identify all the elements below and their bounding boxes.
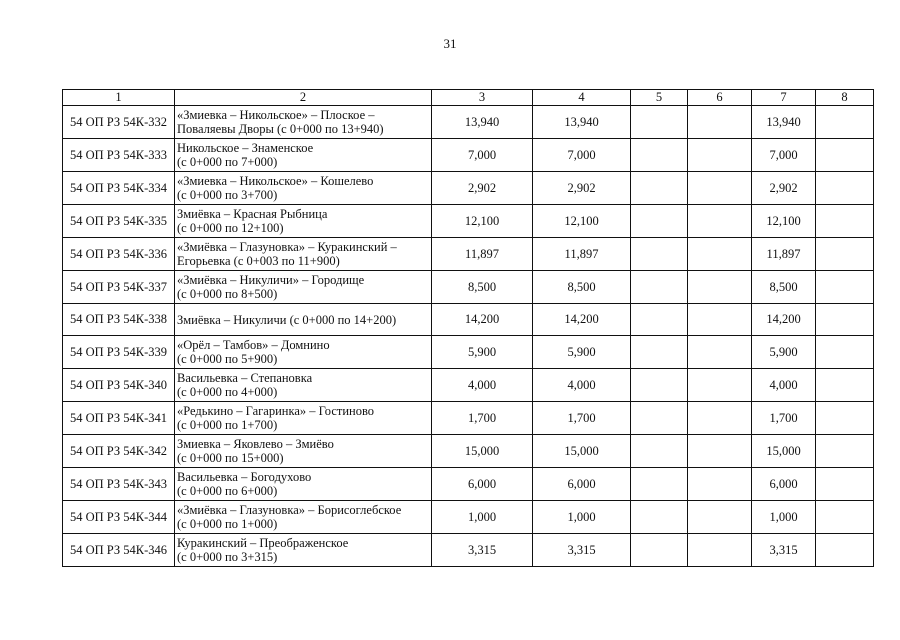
value-cell-7: 11,897	[752, 238, 816, 271]
value-cell-6	[688, 172, 752, 205]
value-cell-3: 7,000	[432, 139, 533, 172]
road-name-cell	[175, 172, 432, 205]
value-cell-3: 5,900	[432, 336, 533, 369]
value-cell-6	[688, 336, 752, 369]
value-cell-3: 4,000	[432, 369, 533, 402]
road-name-line: (с 0+000 по 6+000)	[177, 484, 278, 498]
value-cell-7: 15,000	[752, 435, 816, 468]
value-cell-7: 5,900	[752, 336, 816, 369]
value-cell-7: 8,500	[752, 271, 816, 304]
value-cell-8	[816, 106, 874, 139]
table-body	[63, 106, 874, 567]
value-cell-4: 1,700	[533, 402, 631, 435]
road-code-cell: 54 ОП РЗ 54К-334	[63, 172, 175, 205]
value-cell-6	[688, 468, 752, 501]
value-cell-8	[816, 139, 874, 172]
road-name-line: (с 0+000 по 4+000)	[177, 385, 278, 399]
value-cell-7: 1,000	[752, 501, 816, 534]
road-name-line: Васильевка – Богодухово	[177, 470, 312, 484]
value-cell-8	[816, 402, 874, 435]
road-name-line: Змиевка – Яковлево – Змиёво	[177, 437, 334, 451]
value-cell-4: 13,940	[533, 106, 631, 139]
table-row	[63, 501, 874, 534]
road-name-line: Никольское – Знаменское	[177, 141, 314, 155]
value-cell-4: 11,897	[533, 238, 631, 271]
table-row	[63, 435, 874, 468]
header-cell-8: 8	[816, 90, 874, 106]
value-cell-5	[631, 501, 688, 534]
road-name-line: (с 0+000 по 3+315)	[177, 550, 278, 564]
value-cell-7: 7,000	[752, 139, 816, 172]
road-code-cell: 54 ОП РЗ 54К-344	[63, 501, 175, 534]
value-cell-7: 14,200	[752, 304, 816, 336]
value-cell-5	[631, 271, 688, 304]
value-cell-6	[688, 271, 752, 304]
road-name-cell	[175, 205, 432, 238]
value-cell-8	[816, 238, 874, 271]
value-cell-3: 2,902	[432, 172, 533, 205]
road-name-line: «Змиёвка – Глазуновка» – Борисоглебское	[177, 503, 402, 517]
road-name-line: (с 0+000 по 5+900)	[177, 352, 278, 366]
header-cell-3: 3	[432, 90, 533, 106]
value-cell-7: 6,000	[752, 468, 816, 501]
value-cell-7: 1,700	[752, 402, 816, 435]
road-name-cell	[175, 238, 432, 271]
road-code-cell: 54 ОП РЗ 54К-346	[63, 534, 175, 567]
road-name-line: Поваляевы Дворы (с 0+000 по 13+940)	[177, 122, 384, 136]
road-name-cell	[175, 304, 432, 336]
header-cell-2: 2	[175, 90, 432, 106]
value-cell-6	[688, 238, 752, 271]
value-cell-3: 13,940	[432, 106, 533, 139]
value-cell-4: 12,100	[533, 205, 631, 238]
value-cell-4: 15,000	[533, 435, 631, 468]
value-cell-3: 8,500	[432, 271, 533, 304]
value-cell-4: 6,000	[533, 468, 631, 501]
value-cell-4: 2,902	[533, 172, 631, 205]
road-name-cell	[175, 402, 432, 435]
road-name-line: Змиёвка – Красная Рыбница	[177, 207, 328, 221]
value-cell-4: 8,500	[533, 271, 631, 304]
value-cell-7: 4,000	[752, 369, 816, 402]
value-cell-3: 3,315	[432, 534, 533, 567]
table-row	[63, 205, 874, 238]
value-cell-8	[816, 271, 874, 304]
road-code-cell: 54 ОП РЗ 54К-338	[63, 304, 175, 336]
value-cell-6	[688, 205, 752, 238]
value-cell-6	[688, 369, 752, 402]
road-name-line: «Змиевка – Никольское» – Кошелево	[177, 174, 374, 188]
value-cell-8	[816, 435, 874, 468]
table-row	[63, 369, 874, 402]
road-name-line: «Редькино – Гагаринка» – Гостиново	[177, 404, 375, 418]
road-name-line: (с 0+000 по 1+000)	[177, 517, 278, 531]
value-cell-3: 12,100	[432, 205, 533, 238]
value-cell-8	[816, 172, 874, 205]
value-cell-4: 14,200	[533, 304, 631, 336]
value-cell-3: 11,897	[432, 238, 533, 271]
road-code-cell: 54 ОП РЗ 54К-343	[63, 468, 175, 501]
value-cell-6	[688, 435, 752, 468]
value-cell-8	[816, 304, 874, 336]
page-number: 31	[443, 36, 457, 51]
road-name-cell	[175, 501, 432, 534]
road-name-line: Васильевка – Степановка	[177, 371, 313, 385]
value-cell-4: 7,000	[533, 139, 631, 172]
road-code-cell: 54 ОП РЗ 54К-337	[63, 271, 175, 304]
value-cell-6	[688, 402, 752, 435]
value-cell-8	[816, 534, 874, 567]
value-cell-6	[688, 106, 752, 139]
value-cell-3: 14,200	[432, 304, 533, 336]
road-name-line: (с 0+000 по 3+700)	[177, 188, 278, 202]
road-name-cell	[175, 534, 432, 567]
value-cell-5	[631, 238, 688, 271]
value-cell-5	[631, 369, 688, 402]
road-name-cell	[175, 336, 432, 369]
road-name-line: (с 0+000 по 8+500)	[177, 287, 278, 301]
header-cell-6: 6	[688, 90, 752, 106]
header-cell-1: 1	[63, 90, 175, 106]
road-code-cell: 54 ОП РЗ 54К-340	[63, 369, 175, 402]
value-cell-4: 5,900	[533, 336, 631, 369]
value-cell-5	[631, 304, 688, 336]
value-cell-6	[688, 139, 752, 172]
table-row	[63, 172, 874, 205]
road-name-cell	[175, 271, 432, 304]
road-name-line: «Змиёвка – Глазуновка» – Куракинский –	[177, 240, 397, 254]
road-name-line: Егорьевка (с 0+003 по 11+900)	[177, 254, 340, 268]
value-cell-3: 1,700	[432, 402, 533, 435]
road-code-cell: 54 ОП РЗ 54К-335	[63, 205, 175, 238]
road-name-line: (с 0+000 по 12+100)	[177, 221, 284, 235]
road-name-line: (с 0+000 по 1+700)	[177, 418, 278, 432]
road-name-line: Куракинский – Преображенское	[177, 536, 349, 550]
table-row	[63, 534, 874, 567]
value-cell-5	[631, 435, 688, 468]
value-cell-4: 1,000	[533, 501, 631, 534]
road-name-line: Змиёвка – Никуличи (с 0+000 по 14+200)	[177, 312, 397, 327]
value-cell-5	[631, 205, 688, 238]
value-cell-3: 15,000	[432, 435, 533, 468]
value-cell-8	[816, 501, 874, 534]
table-row	[63, 304, 874, 336]
value-cell-5	[631, 402, 688, 435]
table-row	[63, 402, 874, 435]
road-code-cell: 54 ОП РЗ 54К-339	[63, 336, 175, 369]
value-cell-4: 4,000	[533, 369, 631, 402]
road-code-cell: 54 ОП РЗ 54К-341	[63, 402, 175, 435]
road-code-cell: 54 ОП РЗ 54К-332	[63, 106, 175, 139]
road-name-line: «Змиёвка – Никуличи» – Городище	[177, 273, 365, 287]
value-cell-7: 12,100	[752, 205, 816, 238]
header-row	[63, 90, 874, 106]
road-name-cell	[175, 468, 432, 501]
value-cell-6	[688, 304, 752, 336]
road-name-line: «Змиевка – Никольское» – Плоское –	[177, 108, 375, 122]
road-code-cell: 54 ОП РЗ 54К-336	[63, 238, 175, 271]
road-name-line: «Орёл – Тамбов» – Домнино	[177, 338, 330, 352]
value-cell-3: 6,000	[432, 468, 533, 501]
value-cell-3: 1,000	[432, 501, 533, 534]
value-cell-7: 3,315	[752, 534, 816, 567]
table-row	[63, 139, 874, 172]
road-name-cell	[175, 435, 432, 468]
table-row	[63, 106, 874, 139]
value-cell-8	[816, 205, 874, 238]
value-cell-5	[631, 106, 688, 139]
value-cell-8	[816, 468, 874, 501]
road-name-cell	[175, 139, 432, 172]
table-row	[63, 238, 874, 271]
value-cell-7: 2,902	[752, 172, 816, 205]
value-cell-7: 13,940	[752, 106, 816, 139]
value-cell-5	[631, 468, 688, 501]
road-code-cell: 54 ОП РЗ 54К-342	[63, 435, 175, 468]
value-cell-5	[631, 534, 688, 567]
table-row	[63, 271, 874, 304]
value-cell-4: 3,315	[533, 534, 631, 567]
header-cell-4: 4	[533, 90, 631, 106]
value-cell-8	[816, 369, 874, 402]
value-cell-5	[631, 172, 688, 205]
value-cell-6	[688, 534, 752, 567]
road-name-cell	[175, 106, 432, 139]
road-table	[62, 89, 874, 567]
header-cell-7: 7	[752, 90, 816, 106]
road-name-line: (с 0+000 по 7+000)	[177, 155, 278, 169]
table-row	[63, 336, 874, 369]
value-cell-5	[631, 336, 688, 369]
road-code-cell: 54 ОП РЗ 54К-333	[63, 139, 175, 172]
road-name-line: (с 0+000 по 15+000)	[177, 451, 284, 465]
road-name-cell	[175, 369, 432, 402]
table-row	[63, 468, 874, 501]
value-cell-5	[631, 139, 688, 172]
value-cell-6	[688, 501, 752, 534]
value-cell-8	[816, 336, 874, 369]
header-cell-5: 5	[631, 90, 688, 106]
